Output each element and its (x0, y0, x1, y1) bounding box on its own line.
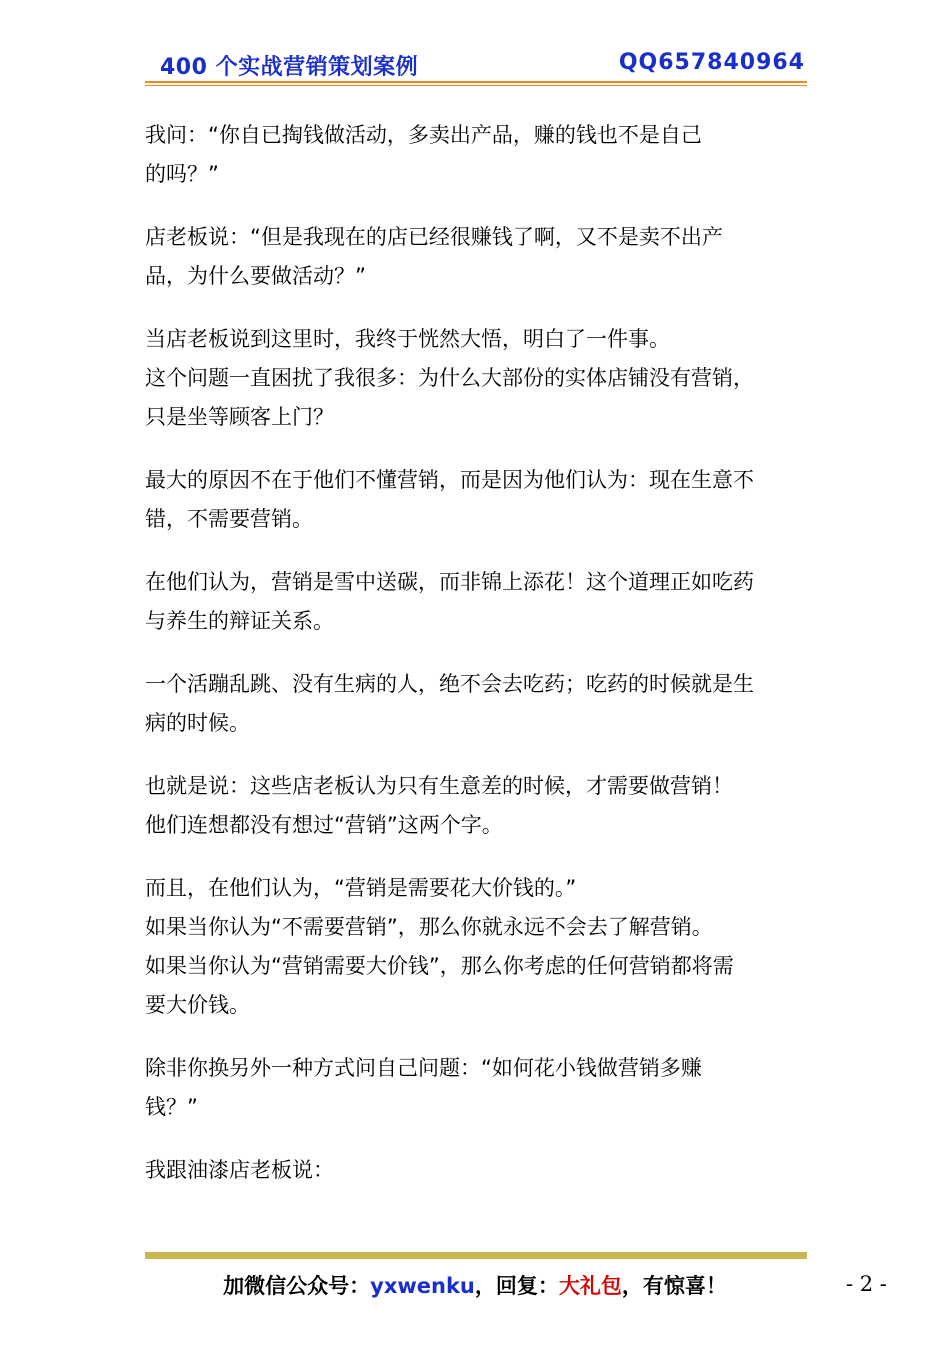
page-footer (0, 1270, 950, 1300)
text-line: 而且，在他们认为，“营销是需要花大价钱的。” (145, 876, 577, 900)
document-body (145, 116, 815, 1214)
text-line: 这个问题一直困扰了我很多：为什么大部份的实体店铺没有营销， (145, 366, 754, 390)
footer-prefix: 加微信公众号： (223, 1274, 371, 1298)
footer-middle: ，回复： (474, 1274, 559, 1298)
paragraph (145, 1049, 815, 1127)
text-line: 如果当你认为“营销需要大价钱”，那么你考虑的任何营销都将需 (145, 954, 734, 978)
page-number: - 2 - (846, 1272, 887, 1296)
text-line: 也就是说：这些店老板认为只有生意差的时候，才需要做营销！ (145, 774, 733, 798)
text-line: 病的时候。 (145, 711, 250, 735)
text-line: 错，不需要营销。 (145, 507, 313, 531)
text-line: 与养生的辩证关系。 (145, 609, 334, 633)
paragraph (145, 320, 815, 437)
text-line: 要大价钱。 (145, 993, 250, 1017)
footer-keyword: 大礼包 (558, 1274, 622, 1298)
text-line: 他们连想都没有想过“营销”这两个字。 (145, 813, 503, 837)
text-line: 店老板说：“但是我现在的店已经很赚钱了啊，又不是卖不出产 (145, 225, 723, 249)
text-line: 品，为什么要做活动？” (145, 264, 366, 288)
paragraph (145, 665, 815, 743)
paragraph (145, 563, 815, 641)
paragraph (145, 218, 815, 296)
paragraph (145, 767, 815, 845)
paragraph (145, 1151, 815, 1190)
text-line: 我跟油漆店老板说： (145, 1158, 334, 1182)
text-line: 我问：“你自已掏钱做活动，多卖出产品，赚的钱也不是自己 (145, 123, 702, 147)
text-line: 当店老板说到这里时，我终于恍然大悟，明白了一件事。 (145, 327, 670, 351)
text-line: 只是坐等顾客上门？ (145, 405, 334, 429)
page-header (145, 50, 807, 84)
paragraph (145, 869, 815, 1025)
header-divider-thin (145, 85, 807, 86)
footer-suffix: ，有惊喜！ (621, 1274, 727, 1298)
header-contact: QQ657840964 (618, 50, 805, 75)
text-line: 钱？” (145, 1095, 198, 1119)
text-line: 在他们认为，营销是雪中送碳，而非锦上添花！这个道理正如吃药 (145, 570, 754, 594)
text-line: 最大的原因不在于他们不懂营销，而是因为他们认为：现在生意不 (145, 468, 754, 492)
header-divider (145, 81, 807, 83)
footer-account: yxwenku (370, 1274, 475, 1298)
text-line: 除非你换另外一种方式问自己问题：“如何花小钱做营销多赚 (145, 1056, 702, 1080)
text-line: 如果当你认为“不需要营销”，那么你就永远不会去了解营销。 (145, 915, 713, 939)
footer-divider (145, 1252, 807, 1259)
paragraph (145, 461, 815, 539)
paragraph (145, 116, 815, 194)
text-line: 一个活蹦乱跳、没有生病的人，绝不会去吃药；吃药的时候就是生 (145, 672, 754, 696)
header-title: 400 个实战营销策划案例 (160, 55, 419, 80)
text-line: 的吗？” (145, 162, 219, 186)
